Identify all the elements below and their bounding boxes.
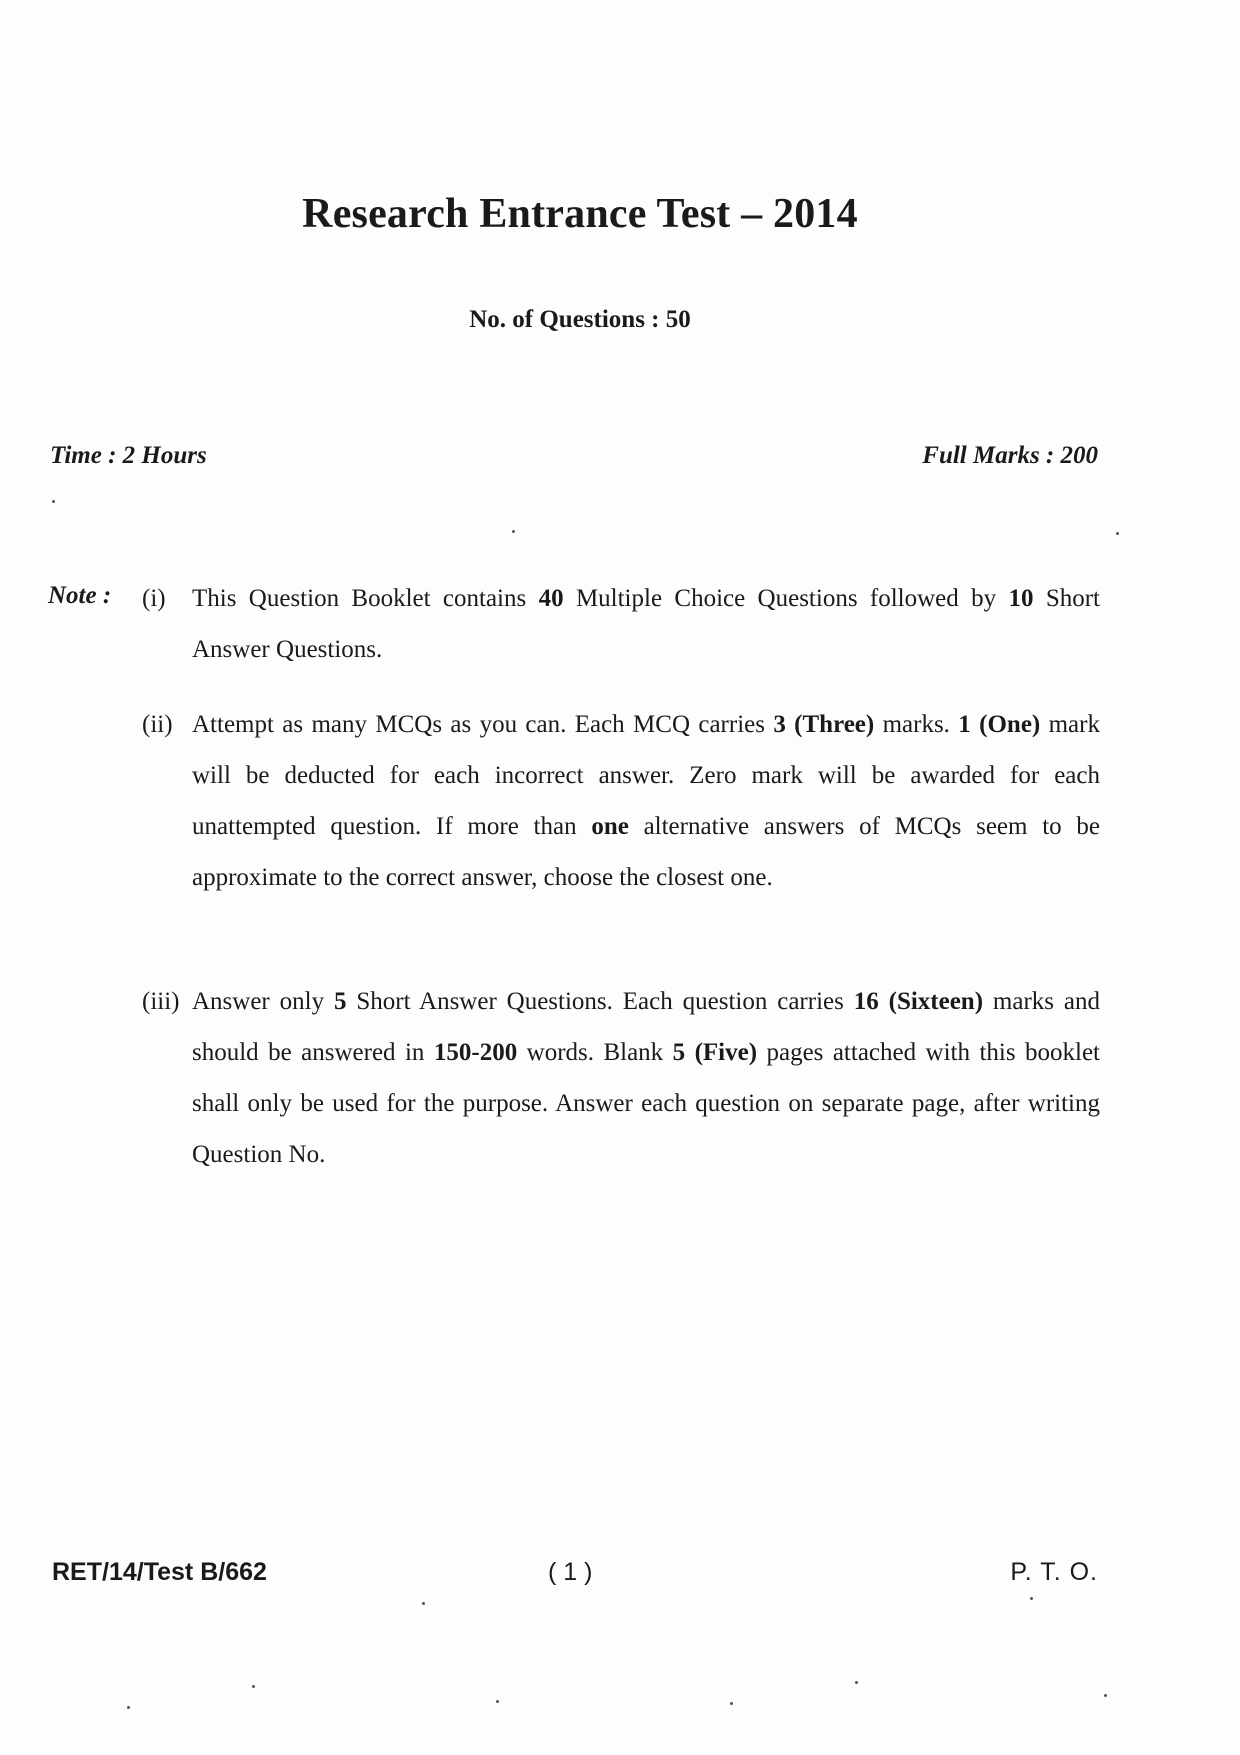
body-text: Attempt as many MCQs as you can. Each MCQ carries — [192, 711, 774, 738]
scan-speck — [512, 530, 515, 533]
paper-code: RET/14/Test B/662 — [52, 1558, 267, 1586]
emphasis-text: 16 (Sixteen) — [853, 988, 984, 1015]
note-number: (iii) — [142, 988, 180, 1015]
body-text: Short Answer Questions. Each question carries — [346, 988, 854, 1015]
page-number: ( 1 ) — [548, 1558, 593, 1586]
scan-speck — [252, 1685, 255, 1688]
scan-speck — [1104, 1694, 1107, 1697]
emphasis-text: one — [591, 813, 629, 840]
body-text: marks. — [874, 711, 959, 738]
time-limit: Time : 2 Hours — [50, 442, 207, 469]
scan-speck — [127, 1706, 130, 1709]
body-text: Short Answer Questions. — [192, 585, 1100, 663]
emphasis-text: 5 (Five) — [672, 1039, 758, 1066]
scan-speck — [52, 500, 55, 503]
note-text — [192, 573, 1100, 675]
body-text: Answer only — [192, 988, 334, 1015]
note-text — [192, 699, 1100, 903]
note-item-3 — [142, 976, 1100, 1180]
emphasis-text: 5 — [333, 988, 347, 1015]
body-text: alternative answers of MCQs seem to be approximate to the correct answer, choose the closest one. — [192, 813, 1100, 891]
note-item-2 — [142, 699, 1100, 903]
page-title: Research Entrance Test – 2014 — [302, 191, 858, 237]
scan-speck — [496, 1700, 499, 1703]
full-marks: Full Marks : 200 — [922, 442, 1098, 469]
emphasis-text: 1 (One) — [958, 711, 1041, 738]
note-text — [192, 976, 1100, 1180]
emphasis-text: 3 (Three) — [773, 711, 875, 738]
note-item-1 — [142, 573, 1100, 675]
question-count: No. of Questions : 50 — [469, 306, 691, 333]
body-text: mark will be deducted for each incorrect answer. Zero mark will be awarded for each unattempted question. If more than — [192, 711, 1100, 840]
body-text: Multiple Choice Questions followed by — [563, 585, 1009, 612]
emphasis-text: 10 — [1008, 585, 1034, 612]
scan-speck — [730, 1702, 733, 1705]
body-text: pages attached with this booklet shall only be used for the purpose. Answer each question on separate page, after writing Question No. — [192, 1039, 1100, 1168]
body-text: words. Blank — [517, 1039, 673, 1066]
scan-speck — [1030, 1597, 1033, 1600]
emphasis-text: 150-200 — [433, 1039, 518, 1066]
scan-speck — [855, 1681, 858, 1684]
body-text: This Question Booklet contains — [192, 585, 539, 612]
scan-speck — [422, 1602, 425, 1605]
note-number: (i) — [142, 585, 166, 612]
please-turn-over: P. T. O. — [1010, 1558, 1098, 1586]
emphasis-text: 40 — [538, 585, 564, 612]
note-label: Note : — [48, 582, 112, 609]
scan-speck — [1116, 532, 1119, 535]
body-text: marks and should be answered in — [192, 988, 1100, 1066]
note-number: (ii) — [142, 711, 173, 738]
